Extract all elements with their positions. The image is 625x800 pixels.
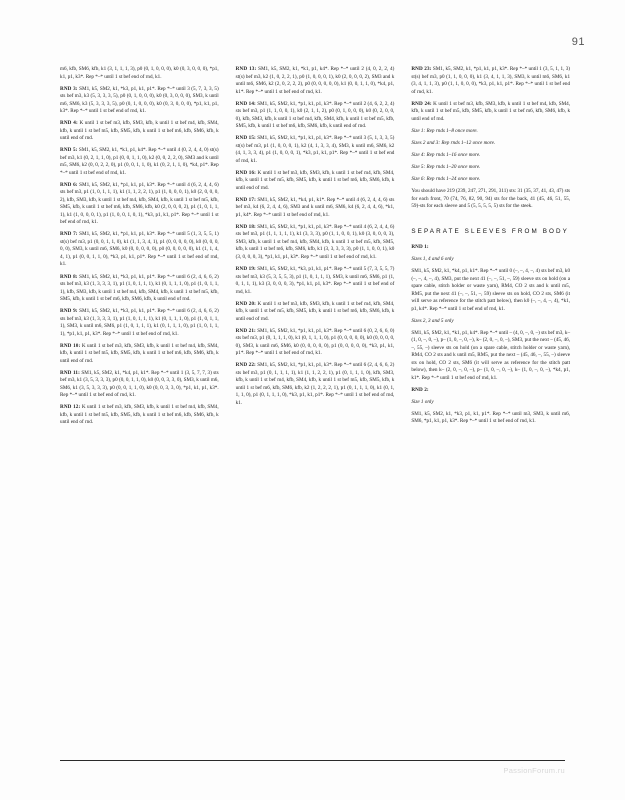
round-label: RND 11:	[60, 369, 80, 376]
round-text: SM1, k5, SM2, k1, *p1, k1, p1, k3*. Rep *–* until 4 (6, 2, 4, 4, 6) sts bef m3, p1 (1, 0, 1, 1, 1), k1 (1, 1, 2, 2, 1), p1 (1, 0, 0, 0, 1), k0 (2, 0, 0, 0, 2), kfb, SM3, kfb, k until 1 st bef m4, kfb, SM4, kfb, k until 1 st bef m5, kfb, SM5, kfb, k until 1 st bef m6, kfb, SM6, kfb, k0 (2, 0, 0, 0, 2), p1 (1, 0, 1, 1, 1), k1 (1, 0, 0, 0, 1), p1 (1, 0, 0, 1, 0, 1), *k3, p1, k1, p1*. Rep *–* until 1 st bef end of rnd, k1.	[60, 181, 219, 226]
page-number: 91	[571, 36, 585, 48]
round-label: RND 19:	[235, 266, 256, 273]
round-instruction	[236, 66, 395, 96]
round-label: RND 16:	[235, 169, 256, 176]
round-instruction	[236, 135, 395, 165]
round-label: RND 3:	[60, 85, 78, 92]
round-label: RND 6:	[60, 181, 78, 188]
round-instruction	[60, 231, 219, 269]
round-text: K until 1 st bef m3, kfb, SM3, kfb, k until 1 st bef m4, kfb, SM4, kfb, k until 1 st bef m5, kfb, SM5, kfb, k until 1 st bef m6, kfb, SM6, kfb, k until end of rnd.	[235, 300, 395, 322]
round-text: SM1, k5, SM2, k1, *k1, p1, k4*. Rep *–* until – (4, 0, –, 0, –) sts bef m3, k– (1, 0, –, 0, –), p– (1, 0, –, 0, –), k– (2, 0, –, 0, –), SM3, put the next – (45, 46, –, 55, –) sleeve sts on hold (on a spare cable, stitch holder or waste yarn), RM4, CO 2 sts and k until m5, RM5, put the next – (45, 46, –, 55, –) sleeve sts on hold, CO 2 sts, SM6 (it will serve as reference for the stitch patt below), then k– (2, 0, –, 0, –), p– (1, 0, –, 0, –), k– (1, 0, –, 0, –), *k4, p1, k1*. Rep *–* until 1 st bef end of rnd, k1.	[411, 329, 571, 381]
column-right	[411, 66, 570, 431]
size-note: Sizes 1, 4 and 6 only	[411, 255, 454, 262]
section-heading-separate-sleeves: SEPARATE SLEEVES FROM BODY	[411, 227, 569, 235]
round-text: SM1, k5, SM2, k1, *k1, p1, k4*. Rep *–* until 2 (4, 0, 2, 2, 4) st(s) bef m3, k2 (1, 0, 2, 2, 1), p0 (1, 0, 0, 0, 1), k0 (2, 0, 0, 0, 2), SM3 and k until m6, SM6, k2 (2, 0, 2, 2, 2), p0 (0, 0, 0, 0, 0), k1 (0, 0, 1, 1, 0), *k4, p1, k1*. Rep *–* until 1 st bef end of rnd, k1.	[235, 66, 395, 95]
round-instruction	[236, 224, 395, 262]
round-label: RND 14:	[235, 100, 256, 107]
round-instruction	[60, 274, 219, 304]
round-label: RND 5:	[60, 147, 78, 154]
round-text: SM1, k5, SM2, k1, *k4, p1, k1*. Rep *–* until 4 (6, 2, 4, 4, 6) sts bef m3, k4 (6, 2, 4, 4, 6), SM3 and k until m6, SM6, k4 (6, 2, 4, 4, 6), *k1, p1, k4*. Rep *–* until 1 st bef end of rnd, k1.	[235, 196, 395, 218]
size-note: Size 4: Rep rnds 1–16 once more.	[411, 151, 481, 158]
round-instruction	[60, 308, 219, 338]
round-label: RND 12:	[60, 404, 81, 411]
round-text: SM1, k5, SM2, k1, *p1, k1, p1, k3*. Rep *–* until 5 (1, 3, 5, 5, 1) st(s) bef m3, p1 (0, 0, 1, 1, 0), k1 (1, 1, 3, 4, 1), p1 (0, 0, 0, 0, 0), k0 (0, 0, 0, 0, 0), SM3, k until m6, SM6, k0 (0, 0, 0, 0, 0), p0 (0, 0, 0, 0, 0), k1 (1, 1, 4, 4, 1), p1 (0, 0, 1, 1, 0), *k3, p1, k1, p1*. Rep *–* until 1 st bef end of rnd, k1.	[60, 231, 219, 268]
round-label: RND 22:	[235, 362, 256, 369]
text-columns	[60, 66, 570, 726]
round-label: RND 8:	[60, 273, 78, 280]
round-instruction	[236, 266, 395, 296]
round-label: RND 20:	[235, 300, 256, 307]
round-text: K until 1 st bef m3, kfb, SM3, kfb, k until 1 st bef m4, kfb, SM4, kfb, k until 1 st bef m5, kfb, SM5, kfb, k until 1 st bef m6, kfb, SM6, kfb, k until end of rnd.	[60, 342, 219, 364]
round-instruction	[236, 170, 395, 193]
round-text: SM1, k5, SM2, k1, *p1, k1, p1, k3*. Rep *–* until 3 (5, 1, 3, 3, 5) st(s) bef m3, p1 (1, 0, 0, 0, 1), k2 (4, 1, 3, 3, 4), SM3, k until m6, SM6, k2 (4, 1, 3, 3, 4), p1 (1, 0, 0, 0, 1), *k3, p1, k1, p1*. Rep *–* until 1 st bef end of rnd, k1.	[235, 135, 395, 164]
round-instruction	[60, 404, 219, 427]
size-note: Size 1 only	[411, 398, 434, 405]
round-instruction	[60, 120, 219, 143]
round-label: RND 13:	[235, 66, 257, 72]
round-text: SM1, k5, SM2, k1, *p1, k1, p1, k3*. Rep *–* until 1 (3, 5, 1, 1, 3) st(s) bef m3, p0 (1, 1, 0, 0, 0), k1 (3, 4, 1, 1, 3), SM3, k until m6, SM6, k1 (3, 4, 1, 1, 3), p0 (1, 1, 0, 0, 0), *k3, p1, k1, p1*. Rep *–* until 1 st bef end of rnd, k1.	[411, 66, 571, 95]
round-text: SM1, k5, SM2, k1, *p1, k1, p1, k3*. Rep *–* until 4 (6, 2, 4, 4, 6) sts bef m3, p1 (1, 1, 1, 1, 1), k1 (3, 3, 3), p0 (1, 1, 0, 0, 1), k0 (3, 0, 0, 0, 3), SM3, kfb, k until 1 st bef m4, kfb, SM4, kfb, k until 1 st bef m5, kfb, SM5, kfb, k until 1 st bef m6, kfb, SM6, kfb, k1 (3, 3, 3, 3, 3), p0 (1, 1, 0, 0, 1), k0 (3, 0, 0, 0, 3), *p1, k1, p1, k3*. Rep *–* until 1 st bef end of rnd, k1.	[235, 223, 395, 260]
round-instruction	[236, 301, 395, 324]
column-left	[60, 66, 219, 432]
round-instruction	[60, 147, 219, 177]
round-instruction	[411, 101, 570, 124]
size-note: Size 1: Rep rnds 1–8 once more.	[411, 127, 478, 134]
round-label: RND 15:	[235, 135, 256, 142]
round-label: RND 17:	[235, 196, 256, 203]
paragraph-continuation: m6, kfb, SM6, kfb, k1 (3, 1, 1, 1, 3), p0 (0, 1, 0, 0, 0), k0 (0, 3, 0, 0, 0), *p1, k1, p1, k3*. Rep *–* until 1 st bef end of rnd, k1.	[60, 66, 219, 80]
round-text: K until 1 st bef m3, kfb, SM3, kfb, k until 1 st bef m4, kfb, SM4, kfb, k until 1 st bef m5, kfb, SM5, kfb, k until 1 st bef m6, kfb, SM6, kfb, k until end of rnd.	[60, 120, 219, 142]
round-label: RND 10:	[60, 342, 81, 349]
round-instruction	[60, 343, 219, 366]
size-note: Size 5: Rep rnds 1–20 once more.	[411, 163, 481, 170]
round-text: K until 1 st bef m3, kfb, SM3, kfb, k until 1 st bef m4, kfb, SM4, kfb, k until 1 st bef m5, kfb, SM5, kfb, k until 1 st bef m6, kfb, SM6, kfb, k until end of rnd.	[60, 404, 219, 426]
round-text: SM1, k5, SM2, k1, *p1, k1, p1, k3*. Rep *–* until 6 (0, 2, 6, 6, 0) sts bef m3, p1 (0, 1, 1, 1, 0), k1 (0, 1, 1, 1, 0), p1 (0, 0, 0, 0, 0), k0 (0, 0, 0, 0, 0), SM3, k until m6, SM6, k0 (0, 0, 0, 0, 0), p1 (0, 0, 0, 0, 0), *k3, p1, k1, p1*. Rep *–* until 1 st bef end of rnd, k1.	[235, 327, 395, 357]
round-text: SM1, k5, SM2, k1, *k4, p1, k1*. Rep *–* until 1 (3, 5, 7, 7, 3) sts bef m3, k1 (3, 5, 3, 3, 3), p0 (0, 0, 1, 1, 0), k0 (0, 0, 3, 3, 0), SM3, k until m6, SM6, k1 (3, 5, 3, 3, 3), p0 (0, 0, 1, 1, 0), k0 (0, 0, 3, 3, 0), *p1, k1, p1, k3*. Rep *–* until 1 st bef end of rnd, k1.	[60, 369, 219, 399]
round-label: RND 1:	[411, 243, 429, 250]
round-instruction	[236, 362, 395, 407]
round-text: K until 1 st bef m3, kfb, SM3, kfb, k until 1 st bef m4, kfb, SM4, kfb, k until 1 st bef m5, kfb, SM5, kfb, k until 1 st bef m6, kfb, SM6, kfb, k until end of rnd.	[235, 169, 395, 191]
round-label: RND 7:	[60, 231, 78, 238]
size-note: Sizes 2, 3 and 5 only	[411, 317, 454, 324]
size-note: Sizes 2 and 3: Rep rnds 1–12 once more.	[411, 139, 496, 146]
round-label: RND 4:	[60, 120, 78, 127]
round-instruction	[236, 328, 395, 358]
round-text: SM1, k5, SM2, k1, *k3, p1, k1, p1*. Rep *–* until 5 (7, 3, 5, 5, 7) sts bef m3, k3 (5, 3, 5, 5, 3), p1 (1, 0, 1, 1, 1), SM3, k until m6, SM6, p1 (1, 0, 1, 1, 1), k3 (3, 0, 0, 0, 3), *p1, k1, p1, k3*. Rep *–* until 1 st bef end of rnd, k1.	[235, 266, 395, 295]
round-label: RND 23:	[411, 66, 432, 72]
round-heading	[411, 244, 570, 252]
round-label: RND 2:	[411, 386, 429, 393]
round-instruction	[60, 370, 219, 400]
round-label: RND 18:	[235, 223, 256, 230]
round-text: SM1, k5, SM2, k1, *k3, p1, k1, p1*. Rep *–* until 6 (2, 4, 6, 6, 2) sts bef m3, k3 (1, 3, 3, 3, 1), p1 (1, 0, 1, 1, 1), k1 (0, 1, 1, 1, 0), p1 (1, 0, 1, 1, 1), kfb, SM3, kfb, k until 1 st bef m4, kfb, SM4, kfb, k until 1 st bef m5, kfb, SM5, kfb, k until 1 st bef m6, kfb, SM6, kfb, k until end of rnd.	[60, 273, 219, 303]
round-instruction	[411, 66, 570, 96]
round-instruction	[236, 197, 395, 220]
watermark: PassionForum.ru	[503, 766, 565, 775]
stitch-count-paragraph: You should have 219 (239, 247, 271, 291, 311) sts: 31 (35, 37, 41, 43, 47) sts for each front, 70 (74, 76, 82, 90, 94) sts for the back, 41 (45, 46, 51, 55, 59)-sts for each sleeve and 5 (5, 5, 5, 5, 5) sts for the steek.	[411, 188, 571, 210]
round-text: SM1, k5, SM2, k1, *p1, k1, p1, k3*. Rep *–* until 6 (2, 4, 6, 6, 2) sts bef m3, p1 (0, 1, 1, 1, 1), k1 (1, 1, 2, 2, 1), p1 (0, 1, 1, 1, 0), kfb, SM3, kfb, k until 1 st bef m4, kfb, SM4, kfb, k until 1 st bef m5, kfb, SM5, kfb, k until 1 st bef m6, kfb, SM6, kfb, k2 (1, 2, 2, 2, 1), p1 (0, 1, 1, 1, 0), k1 (0, 1, 1, 1, 0), p1 (0, 1, 1, 1, 0), *k3, p1, k1, p1*. Rep *–* until 1 st bef end of rnd, k1.	[235, 362, 395, 406]
round-label: RND 9:	[60, 308, 78, 315]
round-label: RND 24:	[411, 100, 432, 107]
round-heading	[411, 387, 570, 395]
round-text: SM1, k5, SM2, k1, *k1, p1, k4*. Rep *–* until 4 (0, 2, 4, 4, 0) st(s) bef m3, k1 (0, 2, 1, 1, 0), p1 (0, 0, 1, 1, 0), k2 (0, 0, 2, 2, 0), SM3 and k until m5, SM6, k2 (0, 0, 2, 2, 0), p1 (0, 0, 1, 1, 0), k1 (0, 2, 1, 1, 0), *k4, p1*. Rep *–* until 1 st bef end of rnd, k1.	[60, 147, 219, 176]
round-instruction	[60, 86, 219, 116]
round-text: SM1, k5, SM2, k1, *p1, k1, p1, k3*. Rep *–* until 2 (4, 6, 2, 2, 4) sts bef m3, p1 (1, 1, 0, 0, 1), k0 (2, 1, 1, 2), p0 (0, 1, 0, 0, 0), k0 (0, 2, 0, 0, 0), kfb, SM3, kfb, k until 1 st bef m4, kfb, SM4, kfb, k until 1 st bef m5, kfb, SM5, kfb, k until 1 st bef m6, kfb, SM6, kfb, k until end of rnd.	[235, 100, 395, 130]
round-instruction	[236, 101, 395, 131]
round-text: SM1, k5, SM2, k1, *k3, p1, k1, p1*. Rep *–* until 6 (2, 4, 6, 6, 2) sts bef m3, k3 (1, 3, 3, 3, 1), p1 (1, 0, 1, 1, 1), k1 (0, 1, 1, 1, 0), p1 (1, 0, 1, 1, 1), SM3, k until m6, SM6, p1 (1, 0, 1, 1, 1), k1 (0, 1, 1, 1, 0), p1 (1, 0, 1, 1, 1), *p1, k1, p1, k3*. Rep *–* until 1 st bef end of rnd, k1.	[60, 308, 219, 337]
round-text: K until 1 st bef m3, kfb, SM3, kfb, k until 1 st bef m4, kfb, SM4, kfb, k until 1 st bef m5, kfb, SM5, kfb, k until 1 st bef m6, kfb, SM6, kfb, k until end of rnd.	[411, 100, 571, 122]
footer-rule	[60, 760, 565, 761]
round-text: SM1, k5, SM2, k1, *k3, p1, k1, p1*. Rep *–* until m3, SM3, k until m6, SM6, *p1, k1, p1, k3*. Rep *–* until 1 st bef end of rnd, k1.	[411, 410, 571, 425]
round-instruction	[60, 182, 219, 227]
column-middle	[236, 66, 395, 412]
round-text: SM1, k5, SM2, k1, *k3, p1, k1, p1*. Rep *–* until 3 (5, 7, 3, 3, 5) sts bef m3, k3 (5, 3, 3, 3, 5), p0 (0, 1, 0, 0, 0), k0 (0, 3, 0, 0, 0), SM3, k until m6, SM6, k3 (5, 3, 3, 3, 5), p0 (0, 1, 0, 0, 0), k0 (0, 3, 0, 0, 0), *p1, k1, p1, k3*. Rep *–* until 1 st bef end of rnd, k1.	[60, 85, 219, 115]
round-text: SM1, k5, SM2, k1, *k4, p1, k1*. Rep *–* until 0 (–, –, 4, –, 4) sts bef m3, k0 (–, –, 4, –, 4), SM3, put the next 41 (–, –, 51, –, 59) sleeve sts on hold (on a spare cable, stitch holder or waste yarn), RM4, CO 2 sts and k until m5, RM5, put the next 41 (–, –, 51, –, 59) sleeve sts on hold, CO 2 sts, SM6 (it will serve as reference for the stitch patt below), then k0 (–, –, 4, –, 4), *k1, p1, k4*. Rep *–* until 1 st bef end of rnd, k1.	[411, 268, 571, 312]
size-note: Size 6: Rep rnds 1–24 once more.	[411, 176, 481, 183]
round-label: RND 21:	[235, 327, 256, 334]
